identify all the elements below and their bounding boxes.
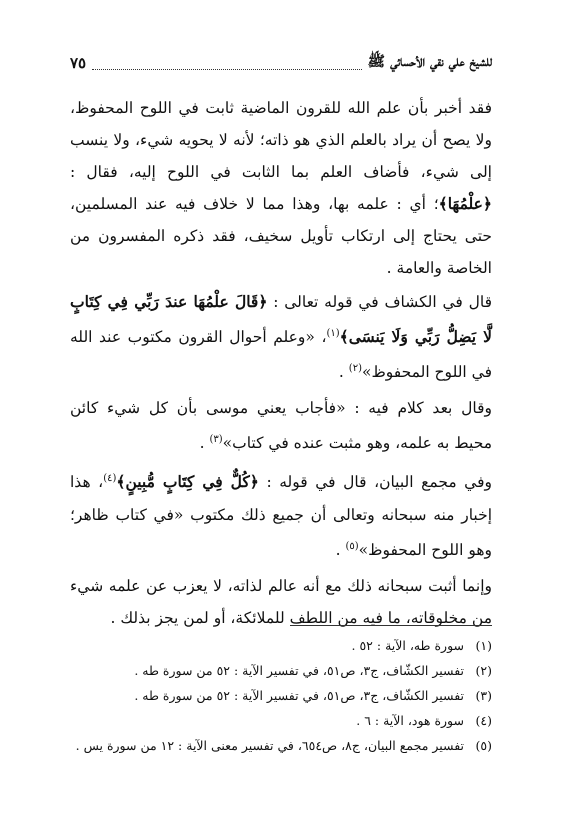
footnotes	[60, 633, 492, 758]
footnote-separator	[290, 625, 492, 626]
paragraph-4-start: وفي مجمع البيان، قال في قوله :	[266, 473, 492, 492]
paragraph-2-start: قال في الكشاف في قوله تعالى :	[273, 293, 492, 311]
paragraph-1	[70, 92, 492, 284]
running-header	[70, 50, 492, 76]
paragraph-3	[70, 392, 492, 459]
footnote-ref[interactable]: (٤)	[103, 473, 117, 485]
paragraph-5-text: وإنما أثبت سبحانه ذلك مع أنه عالم لذاته، لا يعزب عن علمه شيء من مخلوقاته، ما فيه من اللطف للملائكة، أو لمن يجز بذلك .	[70, 576, 492, 627]
paragraph-1-end: ؛ أي : علمه بها، وهذا مما لا خلاف فيه عند المسلمين، حتى يحتاج إلى ارتكاب تأويل سخيف، فقد ذكره المفسرون من الخاصة والعامة .	[70, 195, 492, 277]
paragraph-4	[70, 463, 492, 565]
footnote-number: (٢)	[475, 663, 492, 678]
footnote-item	[60, 733, 492, 758]
footnote-number: (٤)	[475, 713, 492, 728]
footnote-text: تفسير الكشّاف، ج٣، ص٥١، في تفسير الآية : ٥٢ من سورة طه .	[134, 663, 464, 678]
paragraph-4-mid: ، هذا إخبار منه سبحانه وتعالى أن جميع ذلك مكتوب «في كتاب ظاهر؛ وهو اللوح المحفوظ»	[70, 473, 492, 559]
main-text	[70, 92, 492, 634]
paragraph-2-end: .	[338, 363, 349, 382]
paragraph-4-end: .	[335, 540, 346, 559]
footnote-text: سورة هود، الآية : ٦ .	[356, 713, 464, 728]
footnote-ref[interactable]: (١)	[326, 328, 340, 339]
quran-quote: ﴿علْمُهَا﴾	[438, 194, 492, 213]
paragraph-3-end: .	[199, 434, 210, 453]
quran-quote: ﴿كُلٌّ فِي كِتَابٍ مُّبِينٍ﴾	[116, 472, 259, 492]
header-title: للشيخ علي نقي الأحسائي ﷺ	[367, 52, 492, 70]
paragraph-1-text: فقد أخبر بأن علم الله للقرون الماضية ثابت في اللوح المحفوظ، ولا يصح أن يراد بالعلم الذي هو ذاته؛ لأنه لا يحويه شيء، ولا ينسب إلى شيء، فأضاف العلم بما الثابت في اللوح إليه، فقال :	[70, 99, 492, 181]
header-dot-leader	[92, 57, 361, 70]
quran-quote: ﴿قَالَ علْمُهَا عندَ رَبِّي فِي كِتَابٍ لَّا يَضِلُّ رَبِّي وَلَا يَنسَى﴾	[70, 292, 492, 347]
footnote-ref[interactable]: (٢)	[348, 363, 362, 375]
footnote-item	[60, 683, 492, 708]
footnote-item	[60, 633, 492, 658]
footnote-ref[interactable]: (٣)	[209, 434, 223, 446]
footnote-text: سورة طه، الآية : ٥٢ .	[351, 638, 464, 653]
footnote-number: (١)	[475, 638, 492, 653]
footnote-item	[60, 708, 492, 733]
paragraph-2-mid: ، «وعلم أحوال القرون مكتوب عند الله في اللوح المحفوظ»	[70, 328, 492, 382]
footnote-item	[60, 658, 492, 683]
footnote-number: (٥)	[475, 738, 492, 753]
paragraph-3-text: وقال بعد كلام فيه : «فأجاب يعني موسى بأن كل شيء كائن محيط به علمه، وهو مثبت عنده في كتاب»	[70, 399, 492, 453]
footnote-ref[interactable]: (٥)	[345, 540, 359, 552]
footnote-text: تفسير الكشّاف، ج٣، ص٥١، في تفسير الآية : ٥٢ من سورة طه .	[134, 688, 464, 703]
paragraph-2	[70, 286, 492, 388]
page-number: ٧٥	[70, 54, 87, 72]
footnote-number: (٣)	[475, 688, 492, 703]
footnote-text: تفسير مجمع البيان، ج٨، ص٦٥٤، في تفسير معنى الآية : ١٢ من سورة يس .	[75, 738, 464, 753]
